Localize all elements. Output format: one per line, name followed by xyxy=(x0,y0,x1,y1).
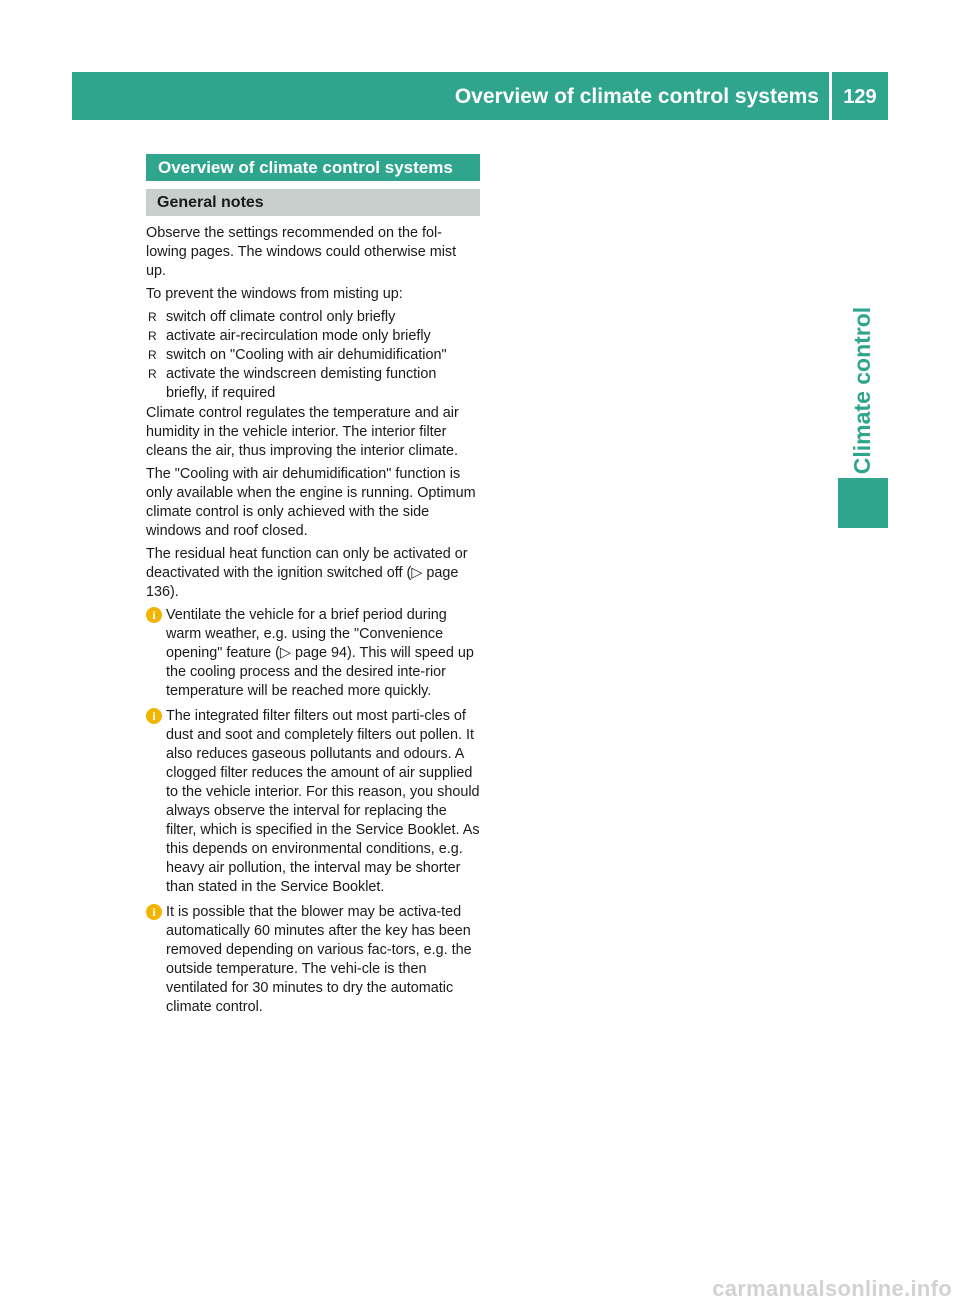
paragraph-intro: Observe the settings recommended on the fol-lowing pages. The windows could otherwise mist up. xyxy=(146,225,457,279)
list-item-text: switch off climate control only briefly xyxy=(166,309,396,325)
watermark: carmanualsonline.info xyxy=(712,1276,952,1301)
list-item-text: activate the windscreen demisting function briefly, if required xyxy=(166,366,437,401)
bullet-icon: R xyxy=(148,367,157,381)
list-item xyxy=(146,327,480,346)
paragraph-cooling: The "Cooling with air dehumidification" function is only available when the engine is running. Optimum climate control is only achieved with the side windows and roof closed. xyxy=(146,466,476,539)
bullet-list xyxy=(146,308,480,403)
info-icon: i xyxy=(146,607,162,623)
page-number: 129 xyxy=(843,86,877,108)
note-text: It is possible that the blower may be activa-ted automatically 60 minutes after the key has been removed depending on various fac-tors, e.g. the outside temperature. The vehi-cle is then ventilated for 30 minutes to dry the automatic climate control. xyxy=(166,904,472,1015)
side-tab-block xyxy=(838,478,888,528)
info-icon: i xyxy=(146,904,162,920)
paragraph-regulation: Climate control regulates the temperature and air humidity in the vehicle interior. The interior filter cleans the air, thus improving the interior climate. xyxy=(146,405,459,459)
side-tab-label: Climate control xyxy=(849,306,876,474)
list-item xyxy=(146,365,480,403)
note-text: The integrated filter filters out most parti-cles of dust and soot and completely filters out pollen. It also reduces gaseous pollutants and odours. A clogged filter reduces the amount of air supplied to the vehicle interior. For this reason, you should always observe the interval for replacing the filter, which is specified in the Service Booklet. As this depends on environmental conditions, e.g. heavy air pollution, the interval may be shorter than stated in the Service Booklet. xyxy=(166,708,480,895)
side-tab xyxy=(838,300,888,480)
bullet-icon: R xyxy=(148,329,157,343)
note-text: Ventilate the vehicle for a brief period during warm weather, e.g. using the "Convenience opening" feature (▷ page 94). This will speed up the cooling process and the desired inte-rior temperature will be reached more quickly. xyxy=(166,607,474,699)
paragraph-misting: To prevent the windows from misting up: xyxy=(146,286,403,302)
list-item-text: switch on "Cooling with air dehumidification" xyxy=(166,347,447,363)
note xyxy=(146,707,480,897)
section-title: Overview of climate control systems xyxy=(146,154,480,181)
bullet-icon: R xyxy=(148,310,157,324)
note xyxy=(146,903,480,1017)
content xyxy=(146,224,480,1017)
list-item xyxy=(146,346,480,365)
subsection-title: General notes xyxy=(146,189,480,216)
note xyxy=(146,606,480,701)
main-column xyxy=(146,154,480,1023)
bullet-icon: R xyxy=(148,348,157,362)
list-item xyxy=(146,308,480,327)
header-title: Overview of climate control systems xyxy=(454,85,819,108)
paragraph-residual-heat: The residual heat function can only be activated or deactivated with the ignition switched off (▷ page 136). xyxy=(146,546,468,600)
info-icon: i xyxy=(146,708,162,724)
list-item-text: activate air-recirculation mode only briefly xyxy=(166,328,431,344)
